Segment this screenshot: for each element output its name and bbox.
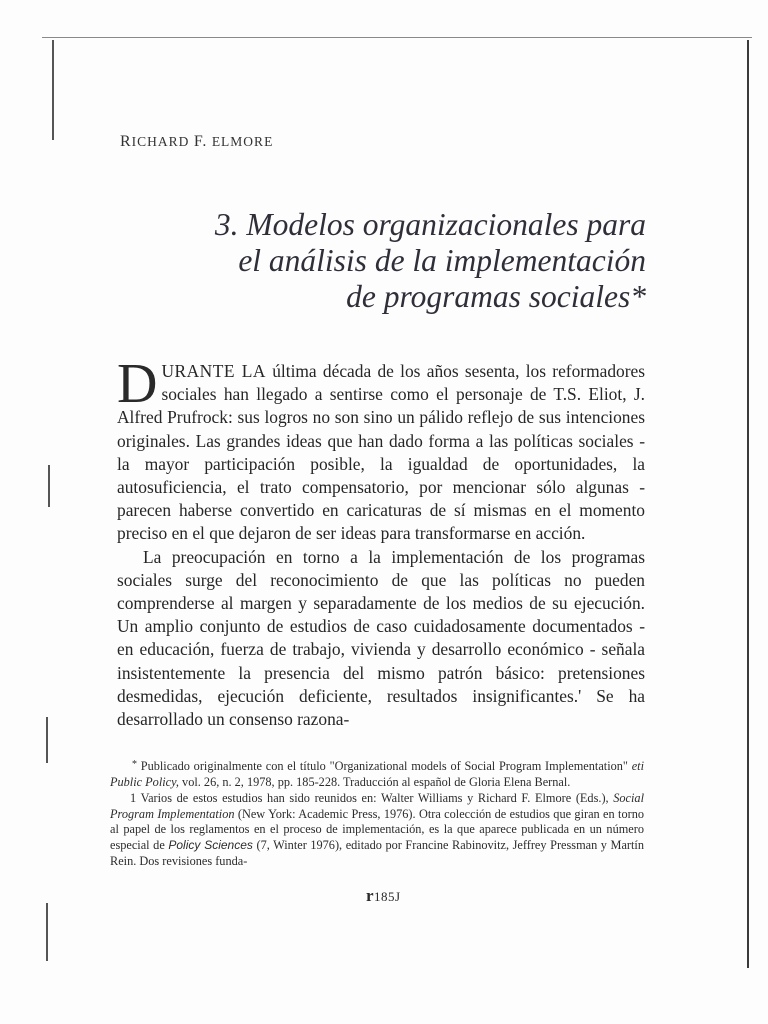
opening-smallcaps: URANTE LA [161,361,266,381]
page-bracket-close: J [395,889,401,904]
author-first: ICHARD [131,134,190,149]
footnote-star [110,757,644,790]
footnote-text: Varios de estos estudios han sido reunidos en: Walter Williams y Richard F. Elmore (Eds.), [136,791,614,806]
paragraph-1 [117,353,645,546]
author-last: ELMORE [211,134,274,149]
author-initial: R [120,133,132,150]
paragraph-2: La preocupación en torno a la implementación de los programas sociales surge del reconocimiento de que las políticas no pueden comprenderse al margen y separadamente de los medios de su ejecución. Un amplio conjunto de estudios de caso cuidadosamente documentados - en educación, fuerza de trabajo, vivienda y desarrollo económico - señala insistentemente la presencia del mismo patrón básico: pretensiones desmedidas, ejecución deficiente, resultados insignificantes.' Se ha desarrollado un consenso razona- [117,546,645,730]
footnote-text: Publicado originalmente con el título "Organizational models of Social Program Implementation" [137,759,632,773]
right-border-line [747,40,749,968]
footnotes [110,757,644,870]
title-line-1: 3. Modelos organizacionales para [214,207,646,242]
running-header-author [120,133,273,151]
footnote-text: vol. 26, n. 2, 1978, pp. 185-228. Traducción al español de Gloria Elena Bernal. [178,774,571,789]
title-line-3: de programas sociales* [346,279,646,314]
footnote-1 [110,791,644,869]
page-number [366,886,401,906]
margin-mark [46,903,48,961]
margin-mark [48,465,50,507]
margin-mark [46,717,48,763]
page-bracket-open: r [366,886,375,905]
footnote-journal: eti Public Policy, [110,759,644,789]
author-middle: F. [193,133,208,150]
footnote-text: (7, Winter 1976), editado por Francine Rabinovitz, Jeffrey Pressman y Martín Rein. Dos revisiones funda- [110,837,644,868]
drop-cap: D [117,353,158,415]
page-number-value: 185 [374,889,396,904]
footnote-journal: Policy Sciences [168,837,253,852]
top-border-line [42,37,752,38]
body-text [117,353,645,731]
paragraph-1-text: última década de los años sesenta, los reformadores sociales han llegado a sentirse como el personaje de T.S. Eliot, J. Alfred Prufrock: sus logros no son sino un pálido reflejo de sus intenciones originales. Las grandes ideas que han dado forma a las políticas sociales - la mayor participación posible, la igualdad de oportunidades, la autosuficiencia, el trato compensatorio, por mencionar sólo algunas - parecen haberse convertido en caricaturas de sí mismas en el momento preciso en el que dejaron de ser ideas para transformarse en acción. [117,361,645,544]
title-line-2: el análisis de la implementación [238,243,646,278]
chapter-title [86,207,646,315]
footnote-text: (New York: Academic Press, 1976). Otra colección de estudios que giran en torno al papel de los reglamentos en el proceso de implementación, es la que aparece publicada en un número especial de [110,806,644,852]
margin-mark [52,40,54,140]
footnote-book: Social Program Implementation [110,791,644,821]
footnote-marker: 1 [130,791,137,806]
footnote-marker: * [132,759,137,770]
